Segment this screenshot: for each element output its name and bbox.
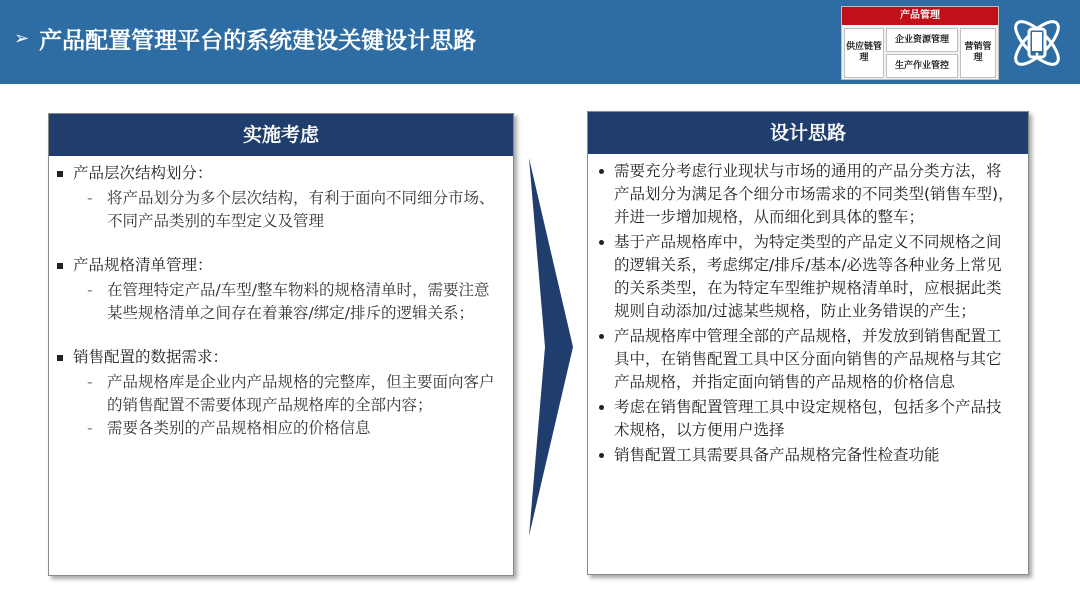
list-item — [596, 160, 1016, 229]
bullet-icon — [599, 334, 604, 339]
square-bullet-icon — [57, 263, 63, 269]
bullet-icon — [599, 240, 604, 245]
module-marketing: 营销管理 — [960, 28, 996, 78]
sub-item: - 在管理特定产品/车型/整车物料的规格清单时，需要注意某些规格清单之间存在着兼容/绑定/排斥的逻辑关系； — [87, 281, 490, 322]
item-text: 基于产品规格库中，为特定类型的产品定义不同规格之间的逻辑关系，考虑绑定/排斥/基本/必选等各种业务上常见的关系类型，在为特定车型维护规格清单时，应根据此类规则自动添加/过滤某些规格，防止业务错误的产生； — [614, 233, 1002, 320]
square-bullet-icon — [57, 171, 63, 177]
bullet-icon — [599, 453, 604, 458]
design-list — [588, 154, 1028, 467]
item-label: 产品层次结构划分： — [73, 164, 213, 182]
sub-item-text: 产品规格库是企业内产品规格的完整库，但主要面向客户的销售配置不需要体现产品规格库的全部内容； — [107, 373, 495, 414]
square-bullet-icon — [57, 355, 63, 361]
module-product-management: 产品管理 — [842, 7, 998, 25]
design-title: 设计思路 — [588, 112, 1028, 154]
item-text: 产品规格库中管理全部的产品规格，并发放到销售配置工具中，在销售配置工具中区分面向销售的产品规格与其它产品规格，并指定面向销售的产品规格的价格信息 — [614, 327, 1002, 391]
chevron-arrow-icon — [529, 158, 573, 536]
module-erp: 企业资源管理 — [886, 28, 958, 52]
sub-item: - 需要各类别的产品规格相应的价格信息 — [87, 419, 371, 437]
implementation-title: 实施考虑 — [49, 114, 513, 156]
list-item — [55, 254, 499, 325]
list-item — [596, 444, 1016, 467]
list-item — [55, 162, 499, 233]
list-item — [55, 346, 499, 440]
sub-item-text: 将产品划分为多个层次结构，有利于面向不同细分市场、不同产品类别的车型定义及管理 — [107, 189, 495, 230]
sub-item: - 将产品划分为多个层次结构，有利于面向不同细分市场、不同产品类别的车型定义及管理 — [87, 189, 495, 230]
module-production: 生产作业管控 — [886, 54, 958, 78]
sub-item-text: 需要各类别的产品规格相应的价格信息 — [107, 419, 371, 437]
header-bar — [0, 0, 1080, 84]
item-text: 需要充分考虑行业现状与市场的通用的产品分类方法，将产品划分为满足各个细分市场需求的不同类型(销售车型)，并进一步增加规格，从而细化到具体的整车； — [614, 162, 1014, 226]
module-supply-chain: 供应链管理 — [844, 28, 884, 78]
implementation-list — [49, 156, 513, 440]
design-panel — [587, 111, 1029, 575]
sub-item-text: 在管理特定产品/车型/整车物料的规格清单时，需要注意某些规格清单之间存在着兼容/绑定/排斥的逻辑关系； — [107, 281, 490, 322]
item-label: 销售配置的数据需求： — [73, 348, 229, 366]
list-item — [596, 396, 1016, 442]
atom-phone-icon — [1006, 12, 1068, 74]
list-item — [596, 325, 1016, 394]
item-text: 考虑在销售配置管理工具中设定规格包，包括多个产品技术规格，以方便用户选择 — [614, 398, 1002, 439]
implementation-panel — [48, 113, 514, 576]
bullet-icon — [599, 405, 604, 410]
chevron-right-icon: ➢ — [14, 28, 30, 49]
list-item — [596, 231, 1016, 323]
page-title-text: 产品配置管理平台的系统建设关键设计思路 — [39, 28, 477, 54]
page-title — [14, 22, 476, 55]
module-diagram — [841, 6, 999, 80]
item-label: 产品规格清单管理： — [73, 256, 213, 274]
item-text: 销售配置工具需要具备产品规格完备性检查功能 — [614, 446, 940, 464]
sub-item: - 产品规格库是企业内产品规格的完整库，但主要面向客户的销售配置不需要体现产品规格库的全部内容； — [87, 373, 495, 414]
bullet-icon — [599, 169, 604, 174]
